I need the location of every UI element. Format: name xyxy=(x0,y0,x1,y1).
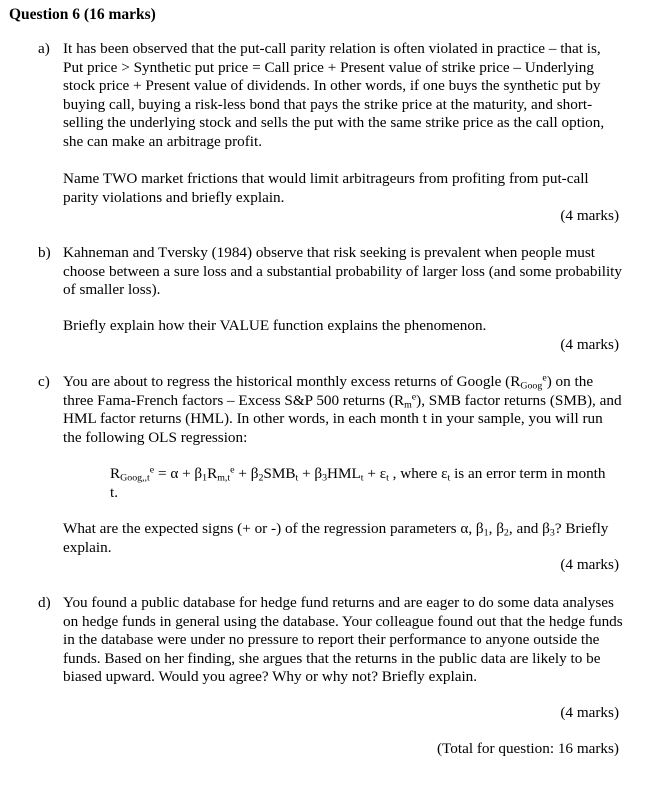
part-d-paragraph-1: You found a public database for hedge fund returns and are eager to do some data analyses on hedge funds in general using the database. Your colleague found out that the hedge funds in the database were under no pressure to report their performance to anyone outside the funds. Based on her finding, she argues that the returns in the public data are likely to be biased upward. Would you agree? Why or why not? Briefly explain. xyxy=(63,594,623,686)
part-b-paragraph-2: Briefly explain how their VALUE function explains the phenomenon. xyxy=(63,317,487,334)
question-title: Question 6 (16 marks) xyxy=(9,6,156,23)
part-c-label: c) xyxy=(38,373,50,390)
part-c-paragraph-2: What are the expected signs (+ or -) of the regression parameters α, $\beta_1$, $\beta_2$, and $\beta_3$? Briefly explain. xyxy=(63,520,609,556)
part-a-paragraph-2: Name TWO market frictions that would limit arbitrageurs from profiting from put-call parity violations and briefly explain. xyxy=(63,170,589,206)
part-a-label: a) xyxy=(38,40,50,57)
part-d-label: d) xyxy=(38,594,51,611)
part-a-paragraph-1: It has been observed that the put-call parity relation is often violated in practice – that is, Put price > Synthetic put price = Call price + Present value of strike price – Underlying stock price + Present value of dividends. In other words, if one buys the synthetic put by buying call, buying a risk-less bond that pays the strike price at the maturity, and short-selling the underlying stock and sells the put with the same strike price as the call option, she can make an arbitrage profit. xyxy=(63,40,605,150)
regression-formula: $R_{Goog,,t}^e = \alpha + \beta_1R_{m,t}^e + \beta_2SMB_t + \beta_3HML_t + \varepsilon_t$ , where $\varepsilon_t$ is an error term in month t. xyxy=(110,464,606,501)
part-b-marks: (4 marks) xyxy=(560,336,619,353)
part-b-paragraph-1: Kahneman and Tversky (1984) observe that risk seeking is prevalent when people must choose between a sure loss and a substantial probability of larger loss (and some probability of smaller loss). xyxy=(63,244,622,299)
part-c-marks: (4 marks) xyxy=(560,556,619,573)
part-a-marks: (4 marks) xyxy=(560,207,619,224)
part-b-label: b) xyxy=(38,244,51,261)
total-marks: (Total for question: 16 marks) xyxy=(437,740,619,757)
part-c-paragraph-1: You are about to regress the historical monthly excess returns of Google $(R_{Goog}^e)$ on the three Fama-French factors – Excess S&P 500 returns $(R_m^e)$, SMB factor returns (SMB), and HML factor returns (HML). In other words, in each month t in your sample, you will run the following OLS regression: xyxy=(63,372,622,446)
part-d-marks: (4 marks) xyxy=(560,704,619,721)
